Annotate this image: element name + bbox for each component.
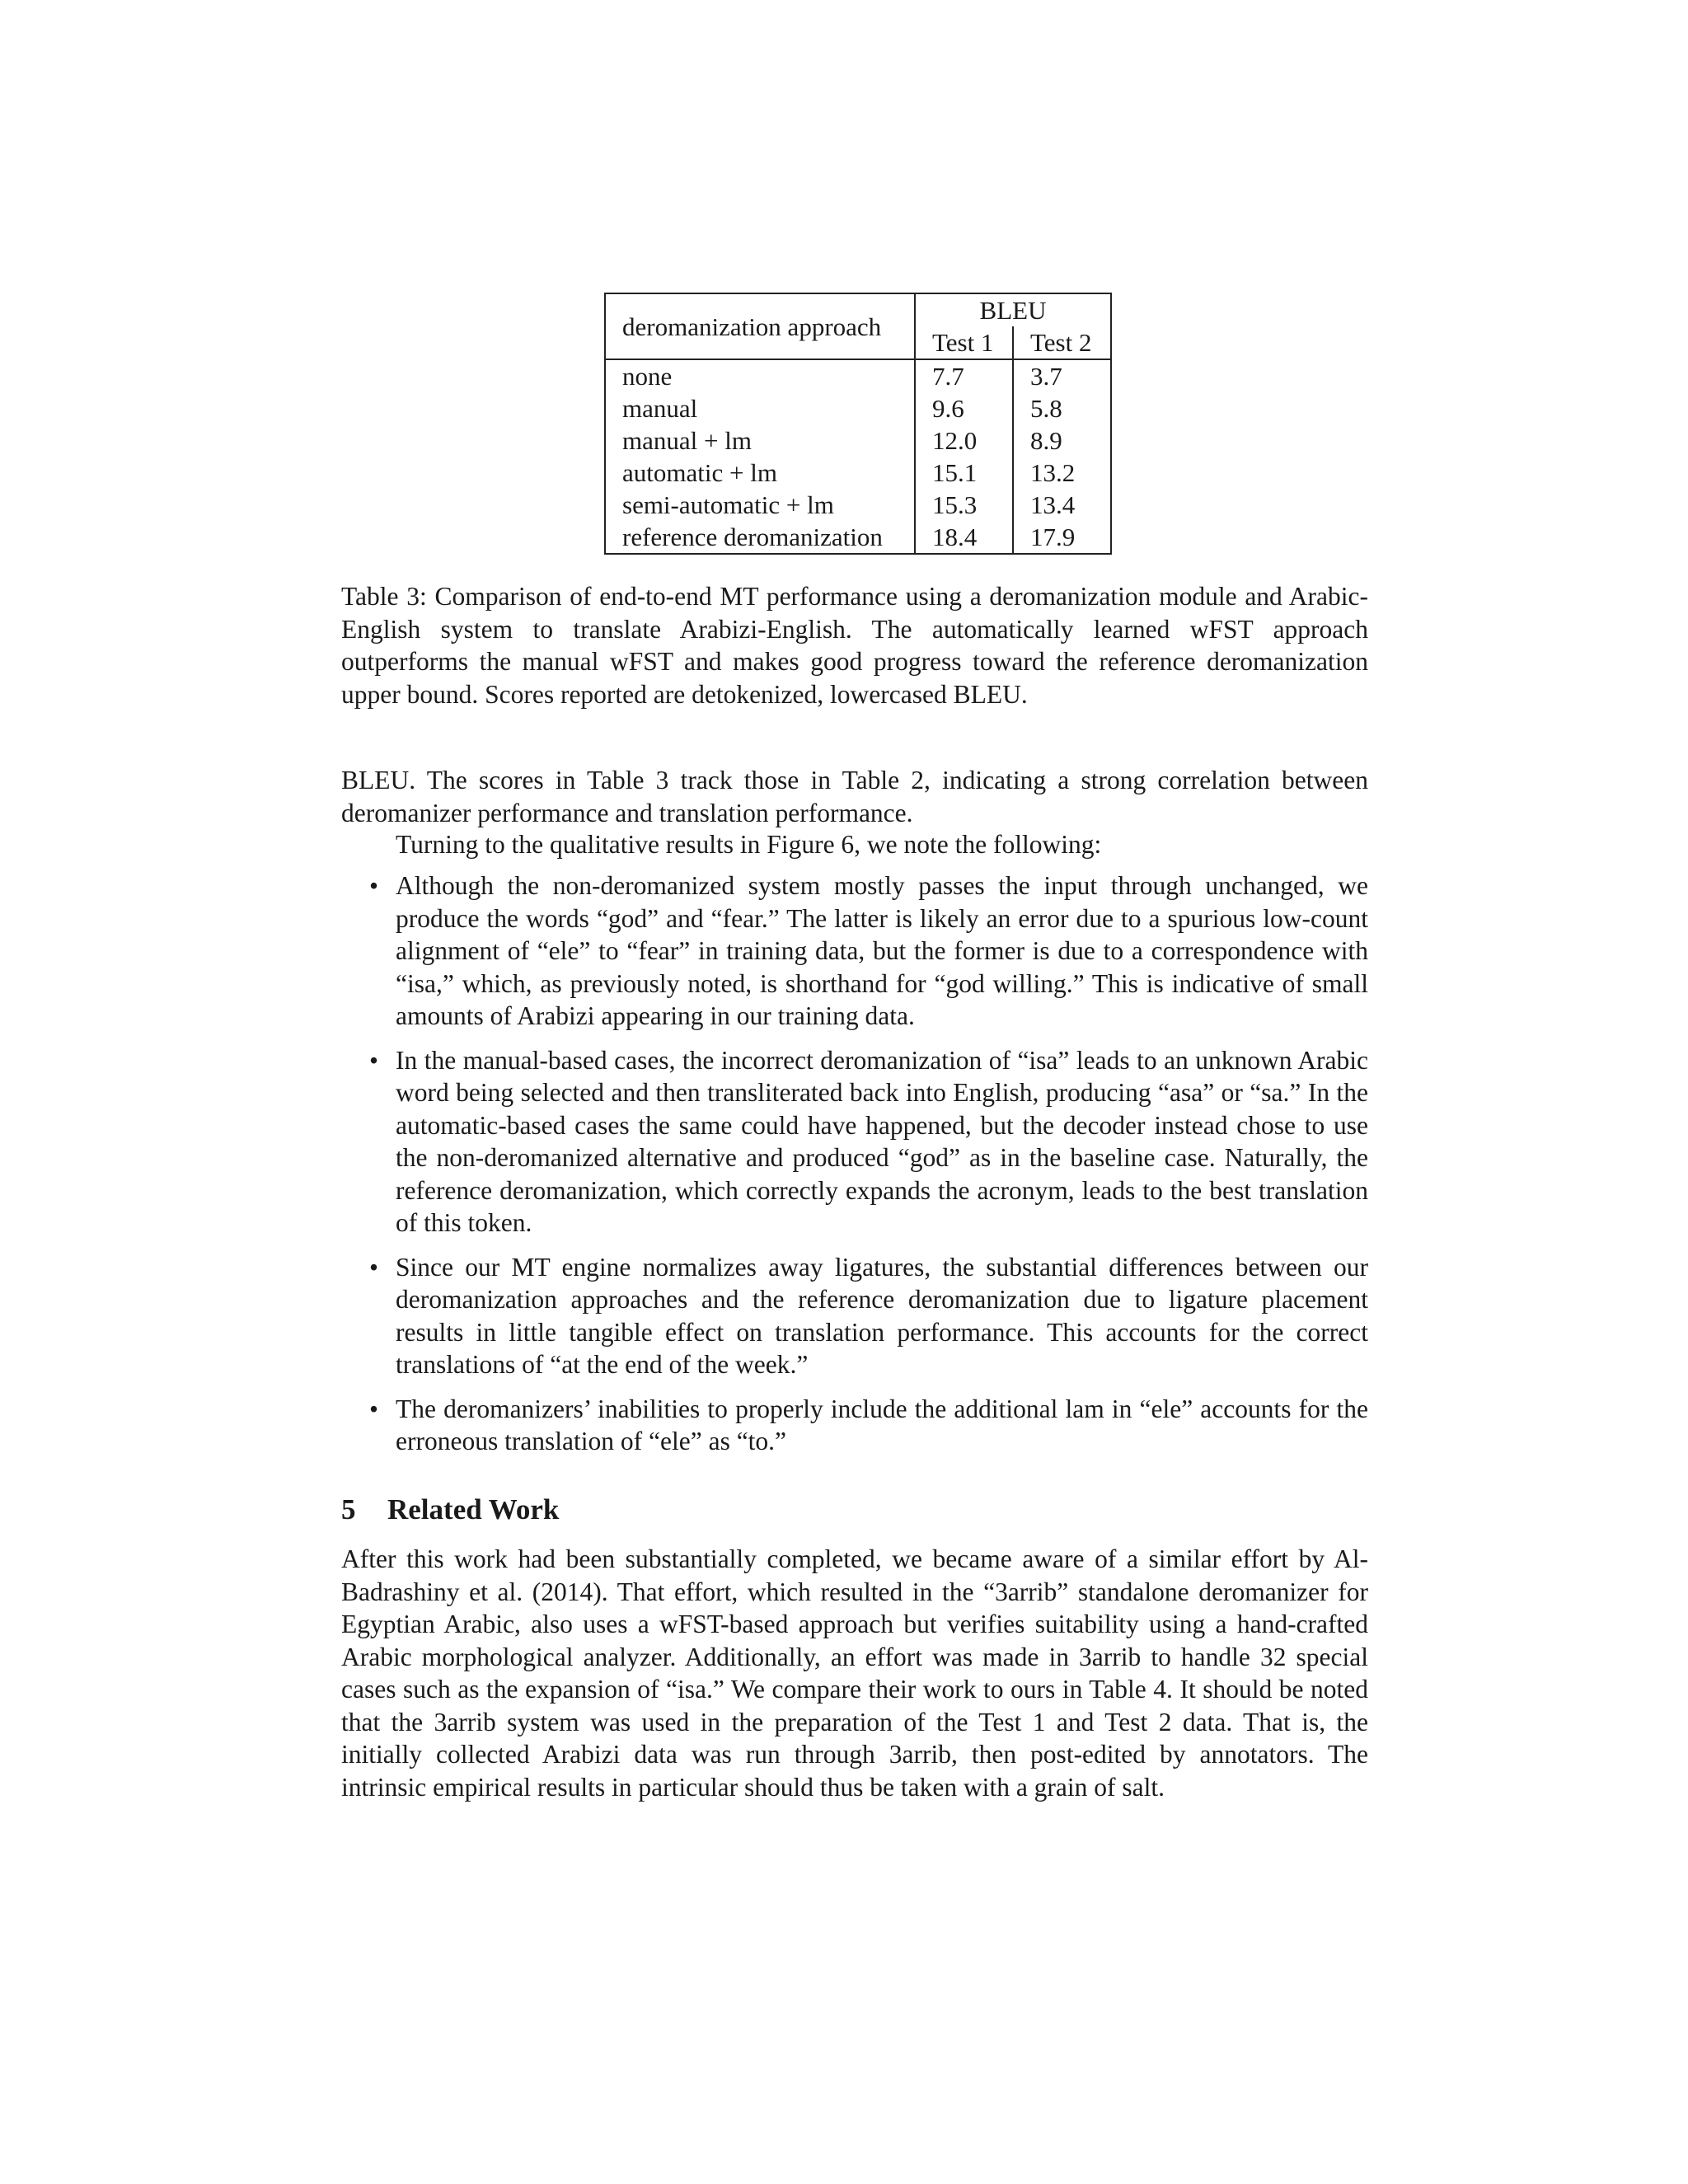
cell-test1: 7.7	[915, 359, 1013, 392]
table-row	[605, 359, 1111, 392]
header-test1: Test 1	[915, 326, 1013, 359]
cell-test2: 5.8	[1030, 394, 1062, 423]
list-item	[341, 869, 1368, 1033]
section-number: 5	[341, 1493, 356, 1526]
header-bleu-initial: B	[979, 296, 997, 325]
bullet-icon: •	[369, 1252, 379, 1282]
cell-test2: 3.7	[1030, 362, 1062, 391]
list-item-text: The deromanizers’ inabilities to properly include the additional lam in “ele” accounts for the erroneous translation of “ele” as “to.”	[396, 1394, 1368, 1455]
table-caption: Table 3: Comparison of end-to-end MT performance using a deromanization module and Arabic-English system to translate Arabizi-English. The automatically learned wFST approach outperforms the manual wFST and makes good progress toward the reference deromanization upper bound. Scores reported are detokenized, lowercased BLEU.	[341, 582, 1368, 709]
header-deromanization-approach: deromanization approach	[605, 293, 915, 359]
table-row	[605, 424, 1111, 457]
list-item	[341, 1393, 1368, 1458]
cell-test1: 12.0	[915, 424, 1013, 457]
cell-approach: reference deromanization	[605, 521, 915, 554]
body-paragraph: BLEU. The scores in Table 3 track those in Table 2, indicating a strong correlation between deromanizer performance and translation performance.	[341, 766, 1368, 827]
cell-approach: semi-automatic + lm	[605, 489, 915, 521]
table-row	[605, 457, 1111, 489]
bullet-icon: •	[369, 1045, 379, 1075]
cell-test2: 17.9	[1030, 523, 1076, 551]
results-table	[604, 293, 1112, 555]
cell-test2: 13.4	[1030, 490, 1076, 519]
header-test2: Test 2	[1013, 326, 1111, 359]
cell-approach: automatic + lm	[605, 457, 915, 489]
section-heading	[341, 1493, 559, 1527]
list-item-text: Since our MT engine normalizes away ligatures, the substantial differences between our deromanization approaches and the reference deromanization due to ligature placement results in little tangible effect on translation performance. This accounts for the correct translations of “at the end of the week.”	[396, 1252, 1368, 1379]
table-row	[605, 521, 1111, 554]
section-title: Related Work	[387, 1493, 560, 1526]
cell-test1: 18.4	[915, 521, 1013, 554]
body-paragraph-intro: Turning to the qualitative results in Figure 6, we note the following:	[396, 830, 1102, 859]
list-item	[341, 1044, 1368, 1240]
bullet-icon: •	[369, 871, 379, 900]
cell-test2: 13.2	[1030, 458, 1076, 487]
qualitative-results-list	[341, 869, 1368, 1469]
table-row	[605, 392, 1111, 424]
cell-approach: none	[605, 359, 915, 392]
bullet-icon: •	[369, 1394, 379, 1423]
header-bleu	[915, 293, 1111, 326]
cell-approach: manual	[605, 392, 915, 424]
cell-test1: 9.6	[915, 392, 1013, 424]
related-work-paragraph: After this work had been substantially completed, we became aware of a similar effort by Al-Badrashiny et al. (2014). That effort, which resulted in the “3arrib” standalone deromanizer for Egyptian Arabic, also uses a wFST-based approach but verifies suitability using a hand-crafted Arabic morphological analyzer. Additionally, an effort was made in 3arrib to handle 32 special cases such as the expansion of “isa.” We compare their work to ours in Table 4. It should be noted that the 3arrib system was used in the preparation of the Test 1 and Test 2 data. That is, the initially collected Arabizi data was run through 3arrib, then post-edited by annotators. The intrinsic empirical results in particular should thus be taken with a grain of salt.	[341, 1544, 1368, 1802]
cell-approach: manual + lm	[605, 424, 915, 457]
list-item-text: Although the non-deromanized system mostly passes the input through unchanged, we produce the words “god” and “fear.” The latter is likely an error due to a spurious low-count alignment of “ele” to “fear” in training data, but the former is due to a correspondence with “isa,” which, as previously noted, is shorthand for “god willing.” This is indicative of small amounts of Arabizi appearing in our training data.	[396, 871, 1368, 1030]
table-row	[605, 489, 1111, 521]
header-bleu-rest: LEU	[996, 296, 1047, 325]
cell-test2: 8.9	[1030, 426, 1062, 455]
list-item-text: In the manual-based cases, the incorrect deromanization of “isa” leads to an unknown Arabic word being selected and then transliterated back into English, producing “asa” or “sa.” In the automatic-based cases the same could have happened, but the decoder instead chose to use the non-deromanized alternative and produced “god” as in the baseline case. Naturally, the reference deromanization, which correctly expands the acronym, leads to the best translation of this token.	[396, 1045, 1368, 1237]
cell-test1: 15.1	[915, 457, 1013, 489]
cell-test1: 15.3	[915, 489, 1013, 521]
list-item	[341, 1251, 1368, 1381]
